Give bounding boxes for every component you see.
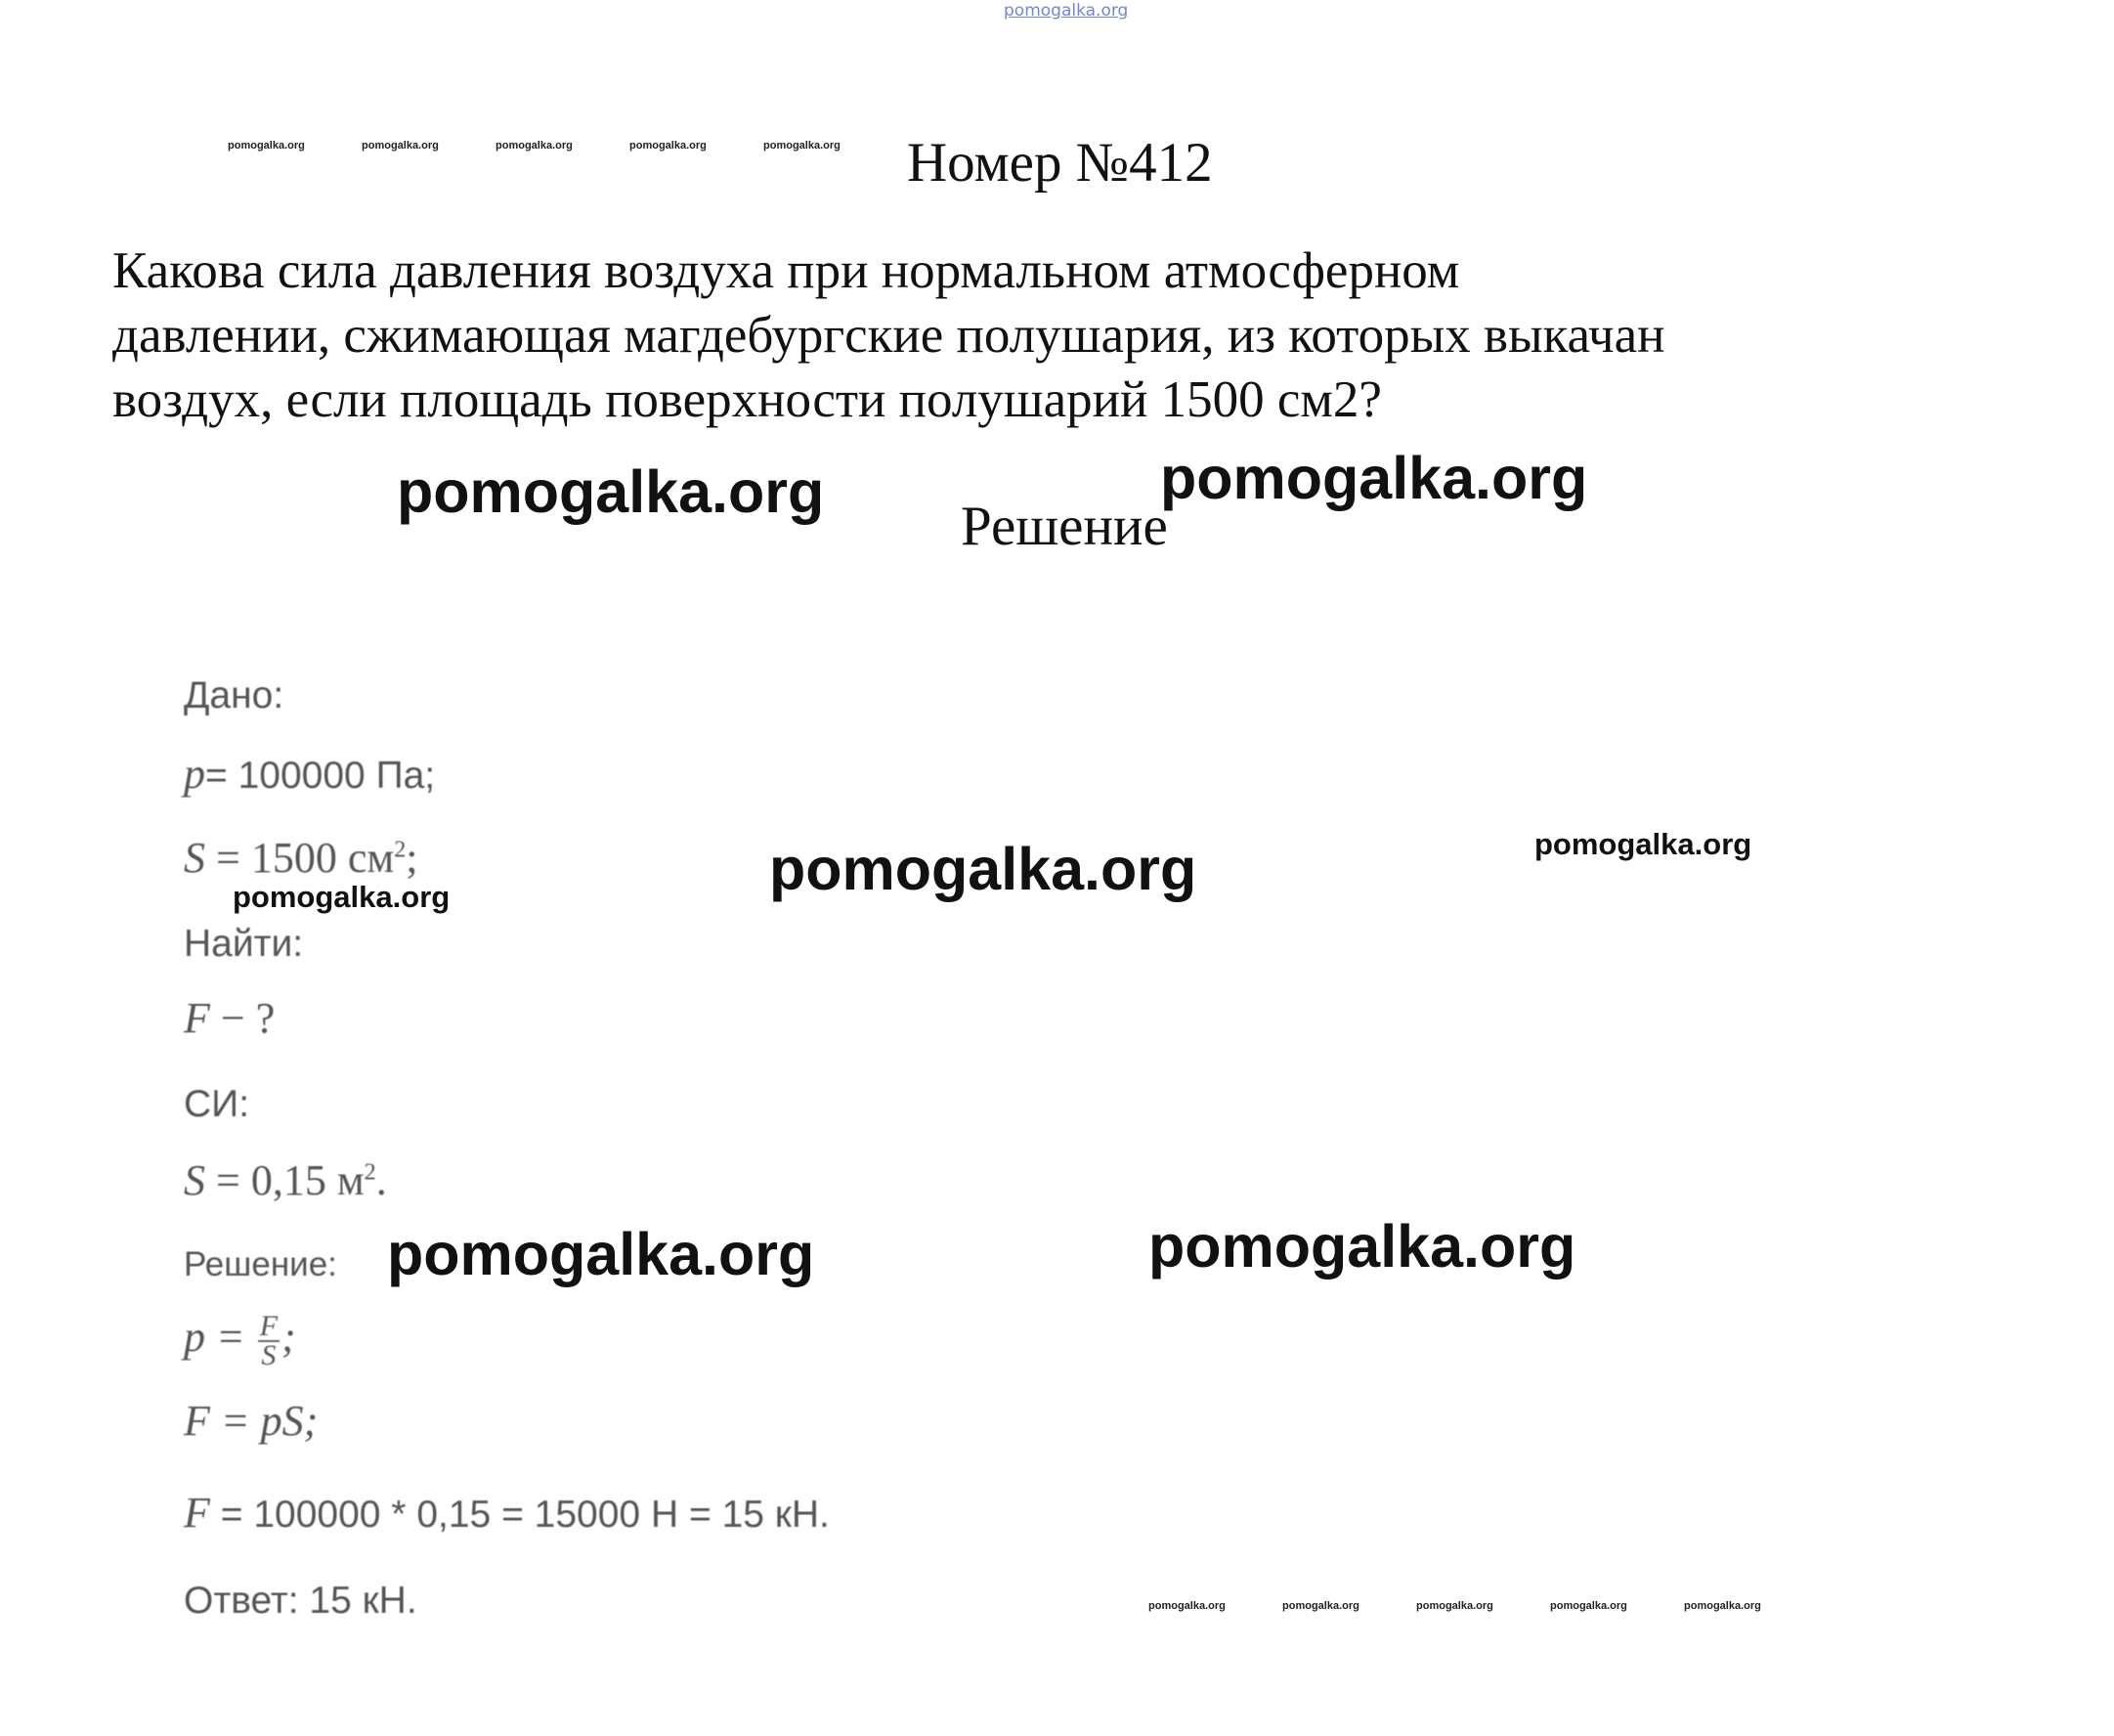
watermark-small: pomogalka.org <box>496 140 573 152</box>
find-force <box>184 993 275 1043</box>
fraction <box>258 1309 280 1371</box>
problem-text <box>112 239 1664 432</box>
si-label: СИ: <box>184 1083 250 1125</box>
watermark-large: pomogalka.org <box>387 1221 815 1287</box>
calculation <box>184 1488 830 1538</box>
solution-label: Решение: <box>184 1245 337 1283</box>
watermark-small: pomogalka.org <box>362 140 439 152</box>
watermark-large: pomogalka.org <box>397 458 825 525</box>
watermark-medium: pomogalka.org <box>1534 827 1752 861</box>
watermark-large: pomogalka.org <box>1160 445 1588 511</box>
answer: Ответ: 15 кН. <box>184 1580 417 1622</box>
problem-line: давлении, сжимающая магдебургские полушария, из которых выкачан <box>112 307 1665 364</box>
watermark-small: pomogalka.org <box>763 140 841 152</box>
top-link[interactable]: pomogalka.org <box>1004 1 1129 21</box>
value: = 100000 * 0,15 = 15000 Н = 15 кН. <box>209 1494 830 1536</box>
var-s: S <box>184 1156 205 1204</box>
watermark-small: pomogalka.org <box>1684 1600 1761 1612</box>
solution-heading: Решение <box>961 496 1168 557</box>
problem-line: Какова сила давления воздуха при нормальном атмосферном <box>112 242 1460 299</box>
punct: . <box>375 1156 387 1204</box>
watermark-small: pomogalka.org <box>1148 1600 1226 1612</box>
var-f: F <box>184 994 210 1042</box>
watermark-small: pomogalka.org <box>1416 1600 1493 1612</box>
denominator: S <box>261 1338 277 1371</box>
punct: ; <box>406 834 418 882</box>
value: = 0,15 м <box>205 1156 365 1204</box>
watermark-small: pomogalka.org <box>629 140 707 152</box>
page-title: Номер №412 <box>907 132 1213 194</box>
numerator: F <box>259 1309 279 1342</box>
watermark-small: pomogalka.org <box>228 140 305 152</box>
var-f: F <box>184 1489 210 1537</box>
formula-force: F = pS; <box>184 1397 319 1445</box>
si-area <box>184 1155 387 1205</box>
value: − ? <box>209 994 276 1042</box>
watermark-medium: pomogalka.org <box>233 880 451 914</box>
watermark-small: pomogalka.org <box>1550 1600 1627 1612</box>
formula-pressure <box>184 1309 296 1371</box>
watermark-large: pomogalka.org <box>1148 1213 1576 1280</box>
find-label: Найти: <box>184 923 304 965</box>
exponent: 2 <box>394 836 407 863</box>
punct: ; <box>281 1313 296 1361</box>
var-s: S <box>184 834 205 882</box>
watermark-small: pomogalka.org <box>1282 1600 1359 1612</box>
watermark-large: pomogalka.org <box>769 836 1197 902</box>
value: = 100000 Па; <box>205 755 436 797</box>
exponent: 2 <box>364 1158 376 1186</box>
given-area <box>184 833 418 883</box>
value: = 1500 см <box>205 834 395 882</box>
given-label: Дано: <box>184 674 284 716</box>
formula-lhs: p = <box>184 1313 256 1361</box>
problem-line: воздух, если площадь поверхности полушарий 1500 см2? <box>112 371 1382 428</box>
given-pressure <box>184 749 435 799</box>
var-p: p <box>184 750 205 798</box>
